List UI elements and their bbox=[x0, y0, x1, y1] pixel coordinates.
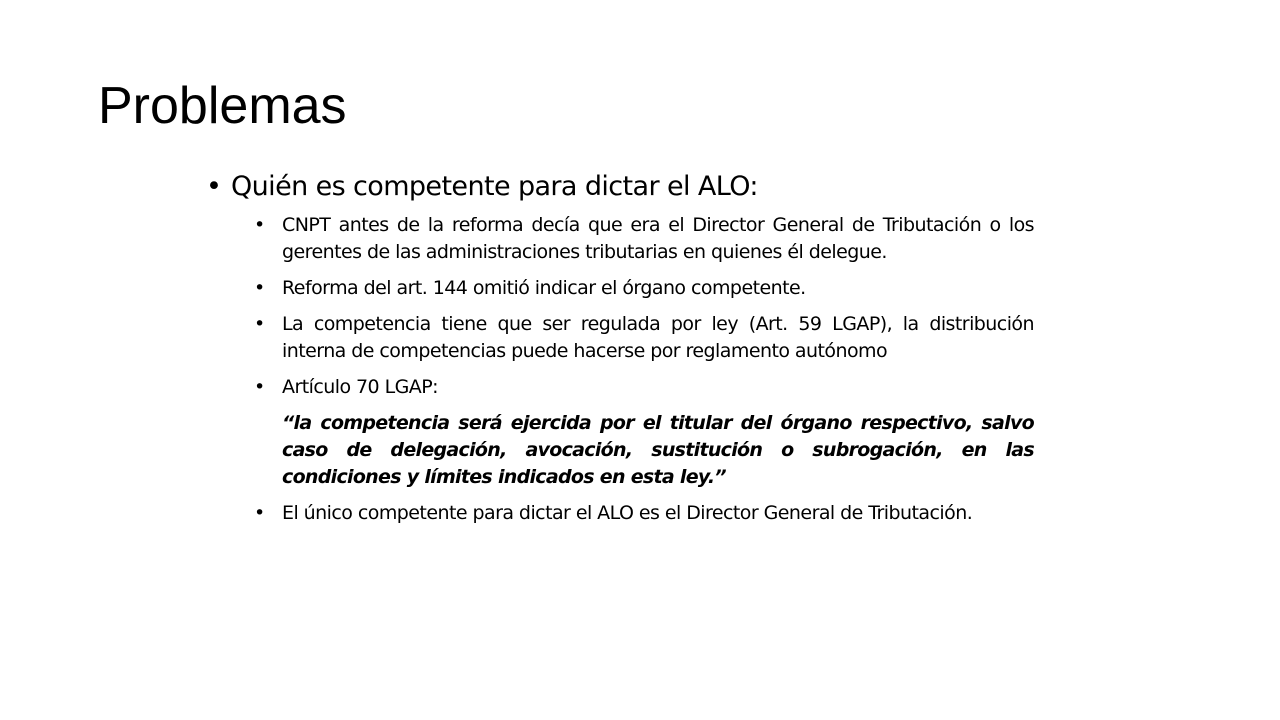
bullet-icon: • bbox=[254, 502, 265, 524]
sub-point-text: La competencia tiene que ser regulada por ley (Art. 59 LGAP), la distribución interna de competencias puede hacerse por reglamento autónomo bbox=[282, 313, 1034, 362]
quote-text: “la competencia será ejercida por el titular del órgano respectivo, salvo caso de delegación, avocación, sustitución o subrogación, en las condiciones y límites indicados en esta ley.” bbox=[282, 412, 1034, 488]
bullet-icon: • bbox=[206, 171, 222, 202]
sub-bullet-item bbox=[254, 275, 1034, 302]
main-bullet-item bbox=[206, 168, 758, 206]
sub-bullet-item bbox=[254, 500, 1034, 527]
quote-text-block bbox=[254, 410, 1034, 491]
sub-point-text: CNPT antes de la reforma decía que era el Director General de Tributación o los gerentes de las administraciones tributarias en quienes él delegue. bbox=[282, 214, 1034, 263]
sub-bullet-item bbox=[254, 311, 1034, 365]
sub-bullet-list bbox=[254, 212, 1034, 536]
sub-point-text: Reforma del art. 144 omitió indicar el órgano competente. bbox=[282, 277, 806, 299]
sub-bullet-item bbox=[254, 374, 1034, 401]
main-bullet-list bbox=[206, 168, 758, 206]
slide-title: Problemas bbox=[98, 77, 347, 135]
sub-point-text: El único competente para dictar el ALO es el Director General de Tributación. bbox=[282, 502, 973, 524]
sub-point-text: Artículo 70 LGAP: bbox=[282, 376, 439, 398]
bullet-icon: • bbox=[254, 214, 265, 236]
main-point-text: Quién es competente para dictar el ALO: bbox=[231, 171, 758, 202]
bullet-icon: • bbox=[254, 313, 265, 335]
bullet-icon: • bbox=[254, 277, 265, 299]
bullet-icon: • bbox=[254, 376, 265, 398]
sub-bullet-item bbox=[254, 212, 1034, 266]
